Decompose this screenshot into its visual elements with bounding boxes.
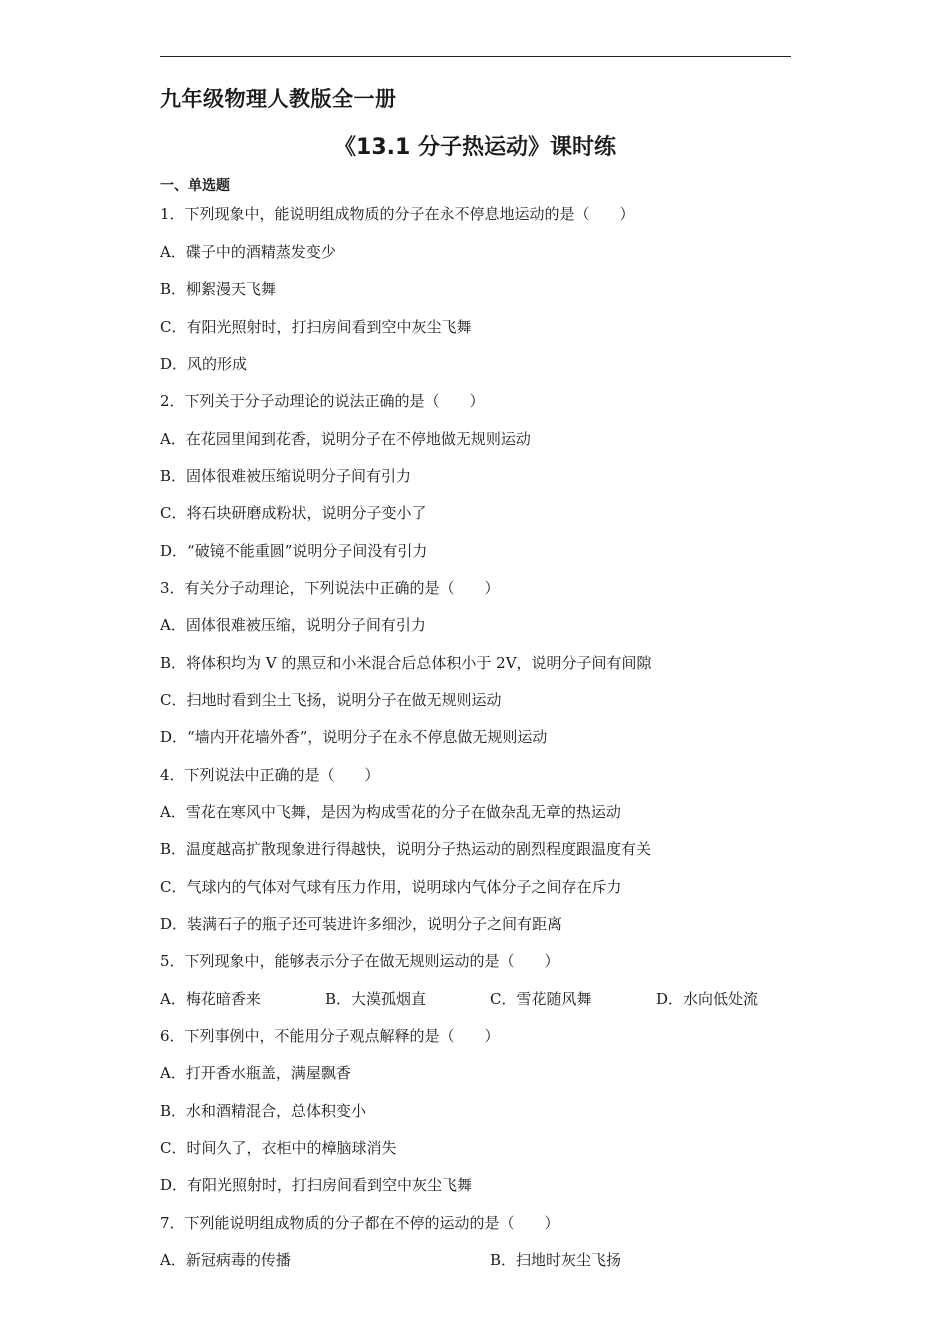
question-1-option-d: D．风的形成 — [160, 355, 248, 373]
question-7-option-a: A．新冠病毒的传播 — [160, 1251, 291, 1269]
question-3-option-c: C．扫地时看到尘土飞扬，说明分子在做无规则运动 — [160, 691, 502, 709]
question-6-option-d: D．有阳光照射时，打扫房间看到空中灰尘飞舞 — [160, 1176, 473, 1194]
question-7-stem: 7．下列能说明组成物质的分子都在不停的运动的是（ ） — [160, 1214, 560, 1232]
question-2-option-b: B．固体很难被压缩说明分子间有引力 — [160, 467, 412, 485]
lesson-title: 《13.1 分子热运动》课时练 — [334, 135, 616, 160]
question-6-option-a: A．打开香水瓶盖，满屋飘香 — [160, 1064, 351, 1082]
header-rule — [160, 56, 791, 57]
question-1-stem: 1．下列现象中，能说明组成物质的分子在永不停息地运动的是（ ） — [160, 205, 635, 223]
question-4-option-c: C．气球内的气体对气球有压力作用，说明球内气体分子之间存在斥力 — [160, 878, 622, 896]
question-5-option-b: B．大漠孤烟直 — [325, 990, 427, 1008]
question-2-option-d: D．“破镜不能重圆”说明分子间没有引力 — [160, 542, 428, 560]
question-6-option-b: B．水和酒精混合，总体积变小 — [160, 1102, 367, 1120]
question-6-option-c: C．时间久了，衣柜中的樟脑球消失 — [160, 1139, 397, 1157]
question-5-option-d: D．水向低处流 — [656, 990, 759, 1008]
question-5-stem: 5．下列现象中，能够表示分子在做无规则运动的是（ ） — [160, 952, 560, 970]
question-1-option-c: C．有阳光照射时，打扫房间看到空中灰尘飞舞 — [160, 318, 472, 336]
book-title: 九年级物理人教版全一册 — [160, 87, 397, 111]
question-4-option-d: D．装满石子的瓶子还可装进许多细沙，说明分子之间有距离 — [160, 915, 563, 933]
question-4-stem: 4．下列说法中正确的是（ ） — [160, 766, 380, 784]
question-2-stem: 2．下列关于分子动理论的说法正确的是（ ） — [160, 392, 485, 410]
question-4-option-a: A．雪花在寒风中飞舞，是因为构成雪花的分子在做杂乱无章的热运动 — [160, 803, 621, 821]
question-3-option-d: D．“墙内开花墙外香”，说明分子在永不停息做无规则运动 — [160, 728, 548, 746]
question-1-option-b: B．柳絮漫天飞舞 — [160, 280, 277, 298]
question-4-option-b: B．温度越高扩散现象进行得越快，说明分子热运动的剧烈程度跟温度有关 — [160, 840, 652, 858]
question-2-option-a: A．在花园里闻到花香，说明分子在不停地做无规则运动 — [160, 430, 531, 448]
question-5-option-a: A．梅花暗香来 — [160, 990, 261, 1008]
question-3-option-b: B．将体积均为 V 的黑豆和小米混合后总体积小于 2V，说明分子间有间隙 — [160, 654, 652, 672]
question-3-option-a: A．固体很难被压缩，说明分子间有引力 — [160, 616, 426, 634]
question-1-option-a: A．碟子中的酒精蒸发变少 — [160, 243, 336, 261]
question-6-stem: 6．下列事例中，不能用分子观点解释的是（ ） — [160, 1027, 500, 1045]
question-7-option-b: B．扫地时灰尘飞扬 — [490, 1251, 622, 1269]
question-2-option-c: C．将石块研磨成粉状，说明分子变小了 — [160, 504, 427, 522]
question-3-stem: 3．有关分子动理论，下列说法中正确的是（ ） — [160, 579, 500, 597]
section-heading: 一、单选题 — [160, 178, 230, 194]
question-5-option-c: C．雪花随风舞 — [490, 990, 592, 1008]
